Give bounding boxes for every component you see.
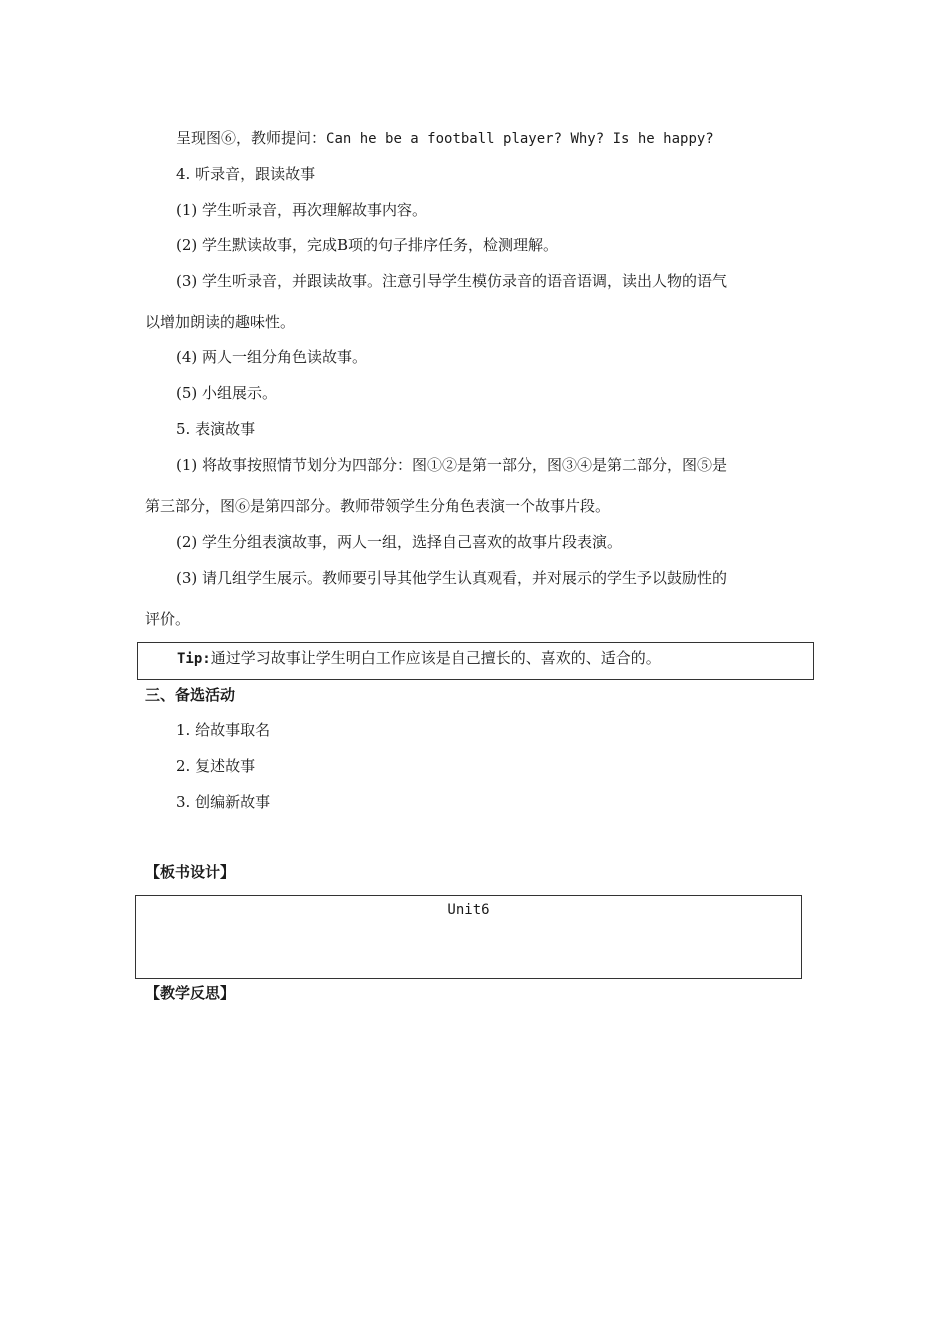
tip-text: 通过学习故事让学生明白工作应该是自己擅长的、喜欢的、适合的。 <box>210 649 661 667</box>
step5-heading: 5. 表演故事 <box>176 420 256 438</box>
step5-item: (3) 请几组学生展示。教师要引导其他学生认真观看，并对展示的学生予以鼓励性的 <box>176 569 728 587</box>
step5-item: (1) 将故事按照情节划分为四部分：图①②是第一部分，图③④是第二部分，图⑤是 <box>176 456 728 474</box>
step4-item: (3) 学生听录音，并跟读故事。注意引导学生模仿录音的语音语调，读出人物的语气 <box>176 272 728 290</box>
reflection-heading: 【教学反思】 <box>145 984 236 1002</box>
step5-item: (2) 学生分组表演故事，两人一组，选择自己喜欢的故事片段表演。 <box>176 533 623 551</box>
step4-item: (1) 学生听录音，再次理解故事内容。 <box>176 201 428 219</box>
step4-item: (4) 两人一组分角色读故事。 <box>176 348 368 366</box>
intro-question: Can he be a football player? Why? Is he happy? <box>326 131 714 147</box>
tip-label: Tip: <box>177 651 211 667</box>
step4-item-continuation: 以增加朗读的趣味性。 <box>145 313 296 331</box>
intro-prefix: 呈现图⑥，教师提问： <box>176 129 327 147</box>
step5-item-continuation: 评价。 <box>145 610 191 628</box>
optional-item: 3. 创编新故事 <box>176 793 271 811</box>
step4-item: (2) 学生默读故事，完成B项的句子排序任务，检测理解。 <box>176 236 559 254</box>
board-design-box <box>135 895 802 979</box>
optional-item: 1. 给故事取名 <box>176 721 271 739</box>
optional-activities-heading: 三、备选活动 <box>145 686 236 704</box>
step4-item: (5) 小组展示。 <box>176 384 278 402</box>
step5-item-continuation: 第三部分，图⑥是第四部分。教师带领学生分角色表演一个故事片段。 <box>145 497 611 515</box>
tip-line <box>177 648 661 669</box>
board-title: Unit6 <box>447 902 490 918</box>
tip-box <box>137 642 814 680</box>
optional-item: 2. 复述故事 <box>176 757 256 775</box>
board-design-heading: 【板书设计】 <box>145 863 236 881</box>
step4-heading: 4. 听录音，跟读故事 <box>176 165 316 183</box>
intro-line <box>176 128 714 149</box>
